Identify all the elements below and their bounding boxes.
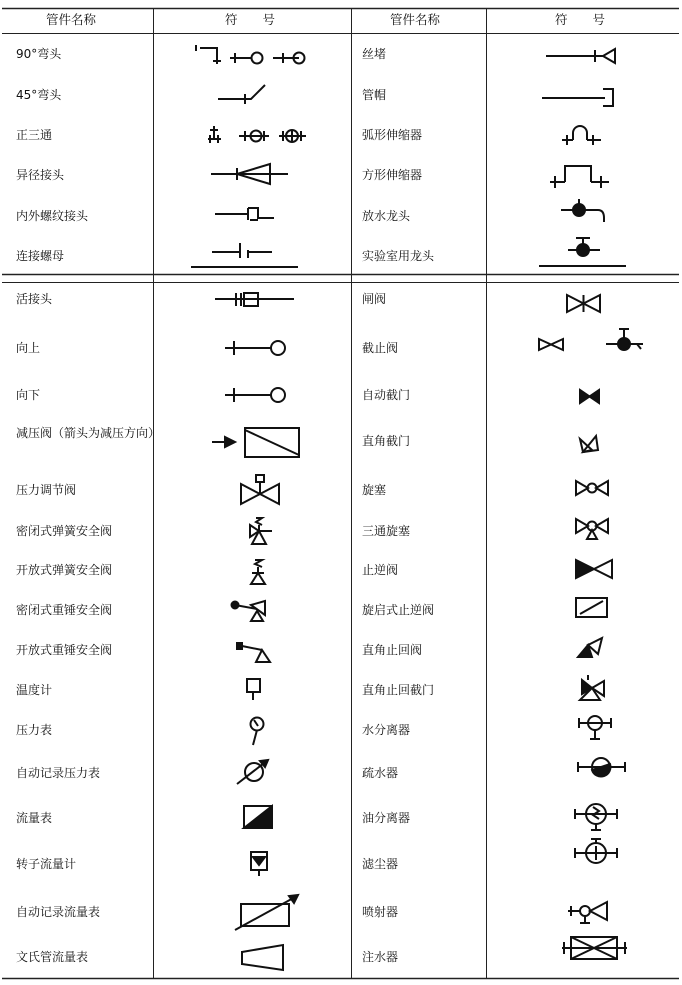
fitting-name: 45°弯头 [16,88,62,102]
gate-valve-icon [564,292,606,316]
plug-cock-icon [574,478,610,498]
pipe-cap-icon [541,86,615,108]
three-way-cock-icon [574,516,612,540]
fitting-name: 向上 [16,341,41,355]
fitting-name: 压力表 [16,723,53,737]
fitting-name: 滤尘器 [362,857,399,871]
ejector-icon [567,898,613,926]
fitting-name: 异径接头 [16,168,65,182]
oil-separator-icon [573,798,619,832]
check-valve-icon [574,557,614,581]
fitting-name: 内外螺纹接头 [16,209,89,223]
union-nut-icon [190,240,300,272]
fitting-name: 直角截门 [362,434,411,448]
fitting-name: 闸阀 [362,292,387,306]
fitting-name: 实验室用龙头 [362,249,435,263]
arc-expansion-joint-icon [561,124,603,148]
elbow-90-icon [195,40,310,70]
water-separator-icon [577,712,613,742]
fitting-name: 自动记录压力表 [16,766,101,780]
tee-icon [207,122,312,148]
fitting-name: 直角止回截门 [362,683,435,697]
recording-flow-meter-icon [234,892,302,932]
fitting-name: 密闭式重锤安全阀 [16,603,113,617]
venturi-meter-icon [238,943,286,973]
pipe-down-icon [224,383,288,407]
swing-check-valve-icon [574,596,610,620]
fitting-name: 直角止回阀 [362,643,423,657]
pipe-up-icon [224,336,288,360]
pressure-regulating-valve-icon [238,474,284,508]
fitting-name: 密闭式弹簧安全阀 [16,524,113,538]
angle-check-stop-valve-icon [578,674,608,702]
recording-pressure-gauge-icon [236,757,276,787]
square-expansion-joint-icon [549,162,611,190]
elbow-45-icon [217,83,267,105]
closed-spring-safety-valve-icon [247,516,275,546]
open-weight-safety-valve-icon [236,640,276,666]
angle-valve-icon [578,430,602,456]
fitting-name: 止逆阀 [362,563,399,577]
fitting-name: 注水器 [362,950,399,964]
fitting-name: 压力调节阀 [16,483,77,497]
fitting-name: 开放式弹簧安全阀 [16,563,113,577]
fitting-name: 开放式重锤安全阀 [16,643,113,657]
closed-weight-safety-valve-icon [229,597,271,623]
fitting-name: 丝堵 [362,47,387,61]
globe-valve-icon [537,328,647,362]
thermometer-icon [244,676,264,702]
drain-tap-icon [560,198,608,226]
open-spring-safety-valve-icon [248,558,270,586]
fitting-name: 弧形伸缩器 [362,128,423,142]
fitting-name: 连接螺母 [16,249,65,263]
automatic-valve-icon [578,387,602,407]
fitting-name: 油分离器 [362,811,411,825]
steam-trap-icon [576,754,628,782]
fitting-name: 减压阀（箭头为减压方向） [16,426,161,440]
header-name-right: 管件名称 [390,12,441,27]
header-symbol-left: 符 号 [225,12,276,27]
dust-filter-icon [573,838,619,872]
fitting-name: 旋启式止逆阀 [362,603,435,617]
header-name-left: 管件名称 [46,12,97,27]
water-injector-icon [561,934,629,966]
fitting-name: 方形伸缩器 [362,168,423,182]
reducer-icon [210,160,290,188]
fitting-name: 喷射器 [362,905,399,919]
fitting-name: 温度计 [16,683,53,697]
fitting-name: 90°弯头 [16,47,62,61]
fitting-name: 旋塞 [362,483,387,497]
flow-meter-icon [243,805,275,831]
fitting-name: 自动截门 [362,388,411,402]
fitting-name: 管帽 [362,88,387,102]
threaded-joint-icon [214,203,278,227]
rotameter-icon [249,850,271,878]
angle-check-valve-icon [576,636,606,662]
fitting-name: 截止阀 [362,341,399,355]
fitting-name: 转子流量计 [16,857,77,871]
fitting-name: 自动记录流量表 [16,905,101,919]
fitting-name: 正三通 [16,128,53,142]
fitting-name: 疏水器 [362,766,399,780]
fitting-name: 水分离器 [362,723,411,737]
header-symbol-right: 符 号 [555,12,606,27]
lab-tap-icon [538,236,628,272]
pressure-reducing-valve-icon [211,425,303,461]
pressure-gauge-icon [248,715,266,747]
plug-icon [545,46,619,66]
fitting-name: 文氏管流量表 [16,950,89,964]
fitting-name: 流量表 [16,811,53,825]
union-icon [214,290,296,310]
fitting-name: 活接头 [16,292,53,306]
fitting-name: 放水龙头 [362,209,411,223]
fitting-name: 向下 [16,388,41,402]
fitting-name: 三通旋塞 [362,524,411,538]
